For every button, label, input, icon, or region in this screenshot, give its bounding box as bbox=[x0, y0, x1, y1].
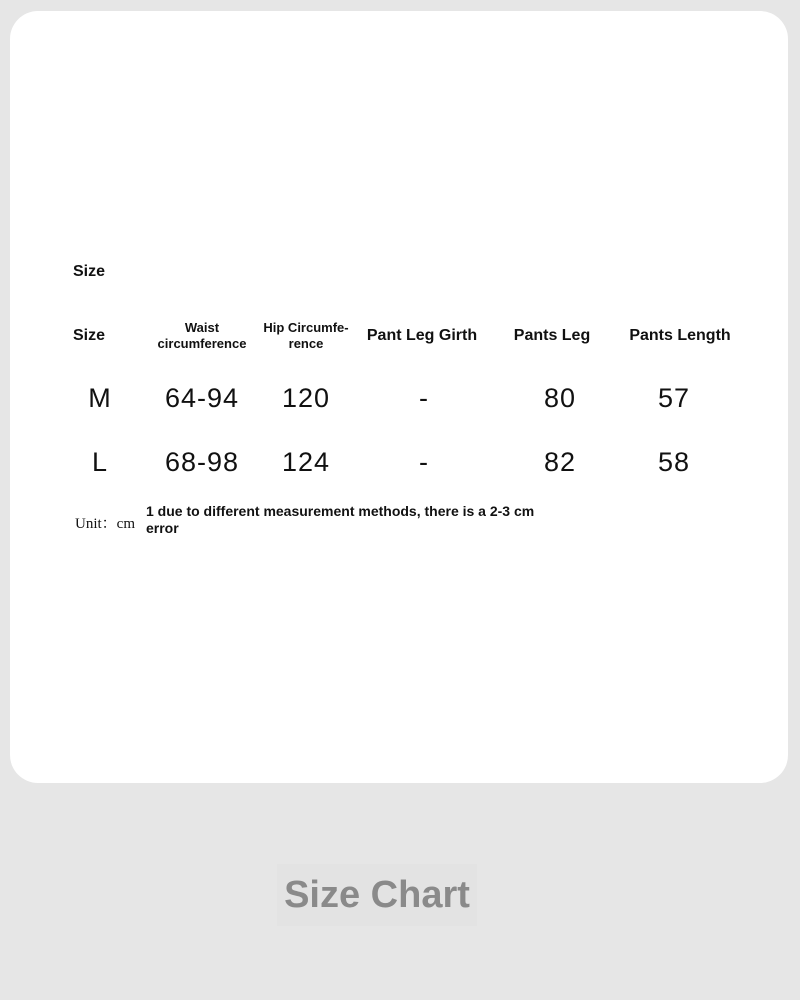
cell-pants-leg: 80 bbox=[543, 382, 577, 413]
cell-size: M bbox=[88, 382, 112, 413]
cell-hip: 124 bbox=[281, 446, 331, 477]
cell-pants-length: 57 bbox=[657, 382, 691, 413]
cell-pants-length: 58 bbox=[657, 446, 691, 477]
cell-waist: 68-98 bbox=[164, 446, 240, 477]
cell-size: L bbox=[91, 446, 109, 477]
header-waist: Waist circumference bbox=[157, 320, 247, 351]
cell-waist: 64-94 bbox=[164, 382, 240, 413]
header-leg-girth: Pant Leg Girth bbox=[366, 327, 478, 344]
header-pants-leg: Pants Leg bbox=[513, 327, 591, 344]
cell-leg-girth: - bbox=[419, 382, 429, 413]
cell-leg-girth: - bbox=[419, 446, 429, 477]
table-row bbox=[0, 442, 800, 482]
measurement-note: 1 due to different measurement methods, there is a 2-3 cm error bbox=[146, 503, 535, 536]
table-row bbox=[0, 378, 800, 418]
cell-hip: 120 bbox=[281, 382, 331, 413]
header-hip: Hip Circumfe- rence bbox=[263, 320, 349, 351]
unit-label: Unit：cm bbox=[75, 516, 135, 532]
cell-pants-leg: 82 bbox=[543, 446, 577, 477]
section-title: Size bbox=[73, 263, 106, 280]
footer-title: Size Chart bbox=[277, 864, 477, 926]
header-size: Size bbox=[73, 327, 106, 344]
header-pants-length: Pants Length bbox=[629, 327, 731, 344]
